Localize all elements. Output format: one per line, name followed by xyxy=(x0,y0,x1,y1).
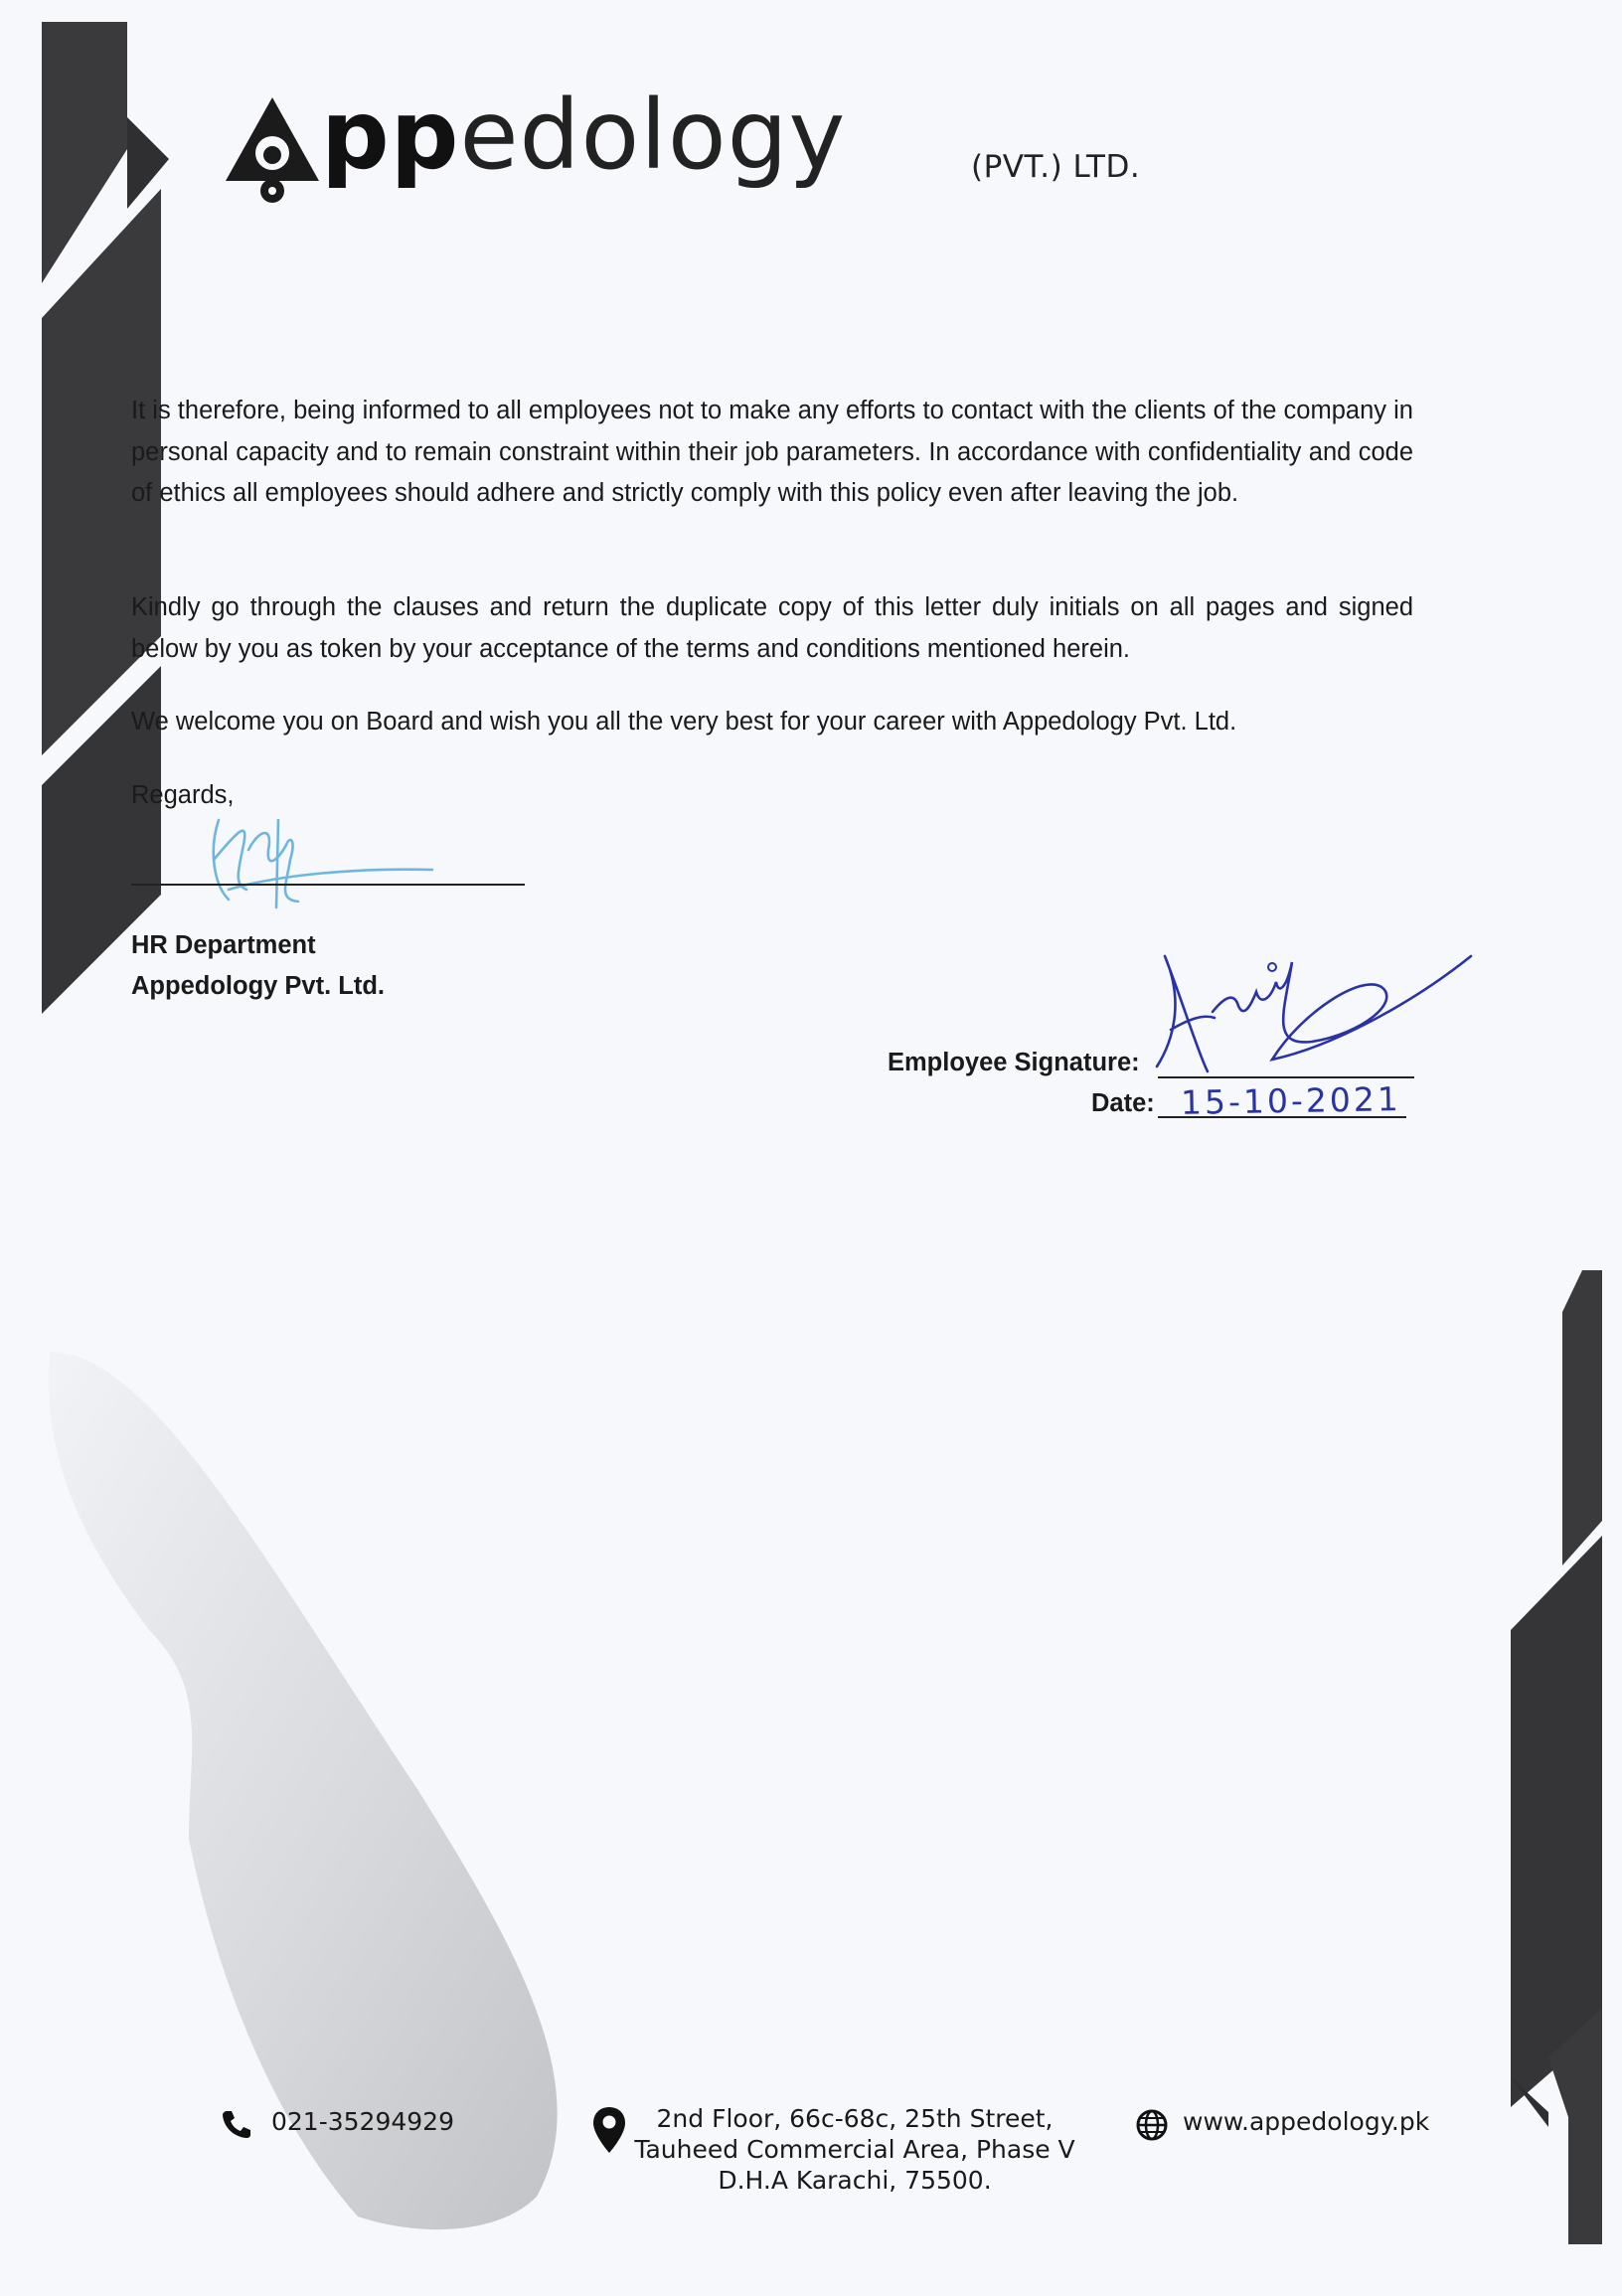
employee-signature-label: Employee Signature: xyxy=(888,1049,1140,1076)
location-pin-icon xyxy=(591,2105,627,2155)
body-paragraph-confidentiality: It is therefore, being informed to all employees not to make any efforts to contact with the clients of the company in personal capacity and to remain constraint within their job parameters. In accordance with confidentiality and code of ethics all employees should adhere and strictly comply with this policy even after leaving the job. xyxy=(131,397,1413,507)
body-paragraph-return-copy: Kindly go through the clauses and return the duplicate copy of this letter duly initials on all pages and signed below by you as token by your acceptance of the terms and conditions mentioned herein. xyxy=(131,593,1413,663)
handwritten-date: 15-10-2021 xyxy=(1180,1079,1402,1122)
footer-address xyxy=(626,2103,1083,2196)
employee-signature xyxy=(1153,942,1481,1081)
address-line-3: D.H.A Karachi, 75500. xyxy=(718,2166,992,2195)
body-paragraph-welcome: We welcome you on Board and wish you all the very best for your career with Appedology Pvt. Ltd. xyxy=(131,708,1237,736)
hr-signature-line xyxy=(131,884,525,886)
address-line-1: 2nd Floor, 66c-68c, 25th Street, xyxy=(656,2104,1054,2133)
footer-website: www.appedology.pk xyxy=(1183,2107,1430,2136)
logo-suffix: (PVT.) LTD. xyxy=(971,149,1141,185)
logo-wordmark: ppedology xyxy=(321,80,847,191)
sender-company: Appedology Pvt. Ltd. xyxy=(131,972,385,1000)
footer-phone: 021-35294929 xyxy=(271,2107,454,2136)
logo-a-icon xyxy=(224,95,321,207)
hr-signature xyxy=(179,790,437,919)
sender-department: HR Department xyxy=(131,931,316,959)
globe-icon xyxy=(1135,2108,1169,2142)
date-label: Date: xyxy=(1091,1089,1155,1117)
closing-regards: Regards, xyxy=(131,781,235,809)
address-line-2: Tauheed Commercial Area, Phase V xyxy=(634,2135,1075,2164)
phone-icon xyxy=(221,2108,252,2140)
